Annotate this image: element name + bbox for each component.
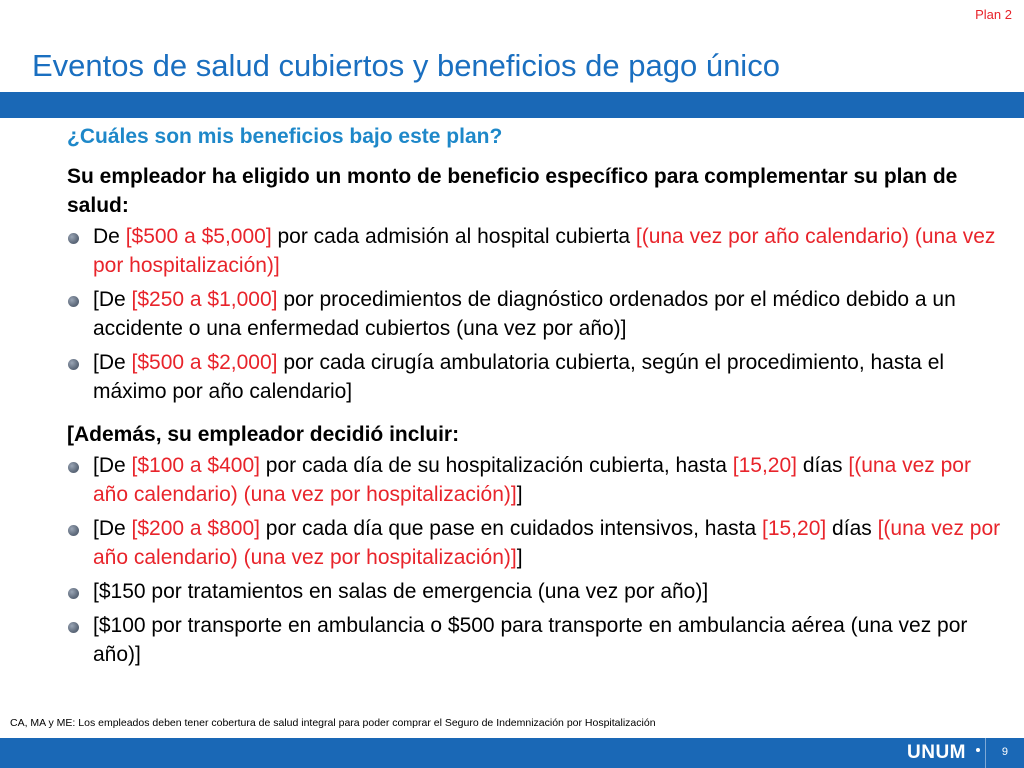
bullet-icon <box>68 233 79 244</box>
list-item: [De [$200 a $800] por cada día que pase en cuidados intensivos, hasta [15,20] días [(una vez por año calendario) (una vez por hospitalización)]] <box>67 514 1002 572</box>
bullet-icon <box>68 359 79 370</box>
list-item: [$150 por tratamientos en salas de emergencia (una vez por año)] <box>67 577 1002 606</box>
bullet-icon <box>68 296 79 307</box>
unum-logo: UNUM <box>907 742 966 763</box>
title-bar <box>0 92 1024 118</box>
logo-dot-icon <box>976 748 980 752</box>
section1-list <box>67 222 1002 406</box>
bottom-bar <box>0 738 1024 768</box>
bullet-icon <box>68 525 79 536</box>
section1-intro: Su empleador ha eligido un monto de beneficio específico para complementar su plan de salud: <box>67 165 958 217</box>
list-item: [De [$100 a $400] por cada día de su hospitalización cubierta, hasta [15,20] días [(una vez por año calendario) (una vez por hospitalización)]] <box>67 451 1002 509</box>
slide-content <box>67 124 1002 674</box>
benefits-question: ¿Cuáles son mis beneficios bajo este plan? <box>67 125 503 148</box>
list-item: [De [$500 a $2,000] por cada cirugía ambulatoria cubierta, según el procedimiento, hasta el máximo por año calendario] <box>67 348 1002 406</box>
bullet-icon <box>68 622 79 633</box>
bullet-icon <box>68 588 79 599</box>
page-number: 9 <box>1001 746 1008 758</box>
list-item: [De [$250 a $1,000] por procedimientos de diagnóstico ordenados por el médico debido a un accidente o una enfermedad cubiertos (una vez por año)] <box>67 285 1002 343</box>
list-item: [$100 por transporte en ambulancia o $500 para transporte en ambulancia aérea (una vez por año)] <box>67 611 1002 669</box>
divider <box>985 738 986 768</box>
list-item: De [$500 a $5,000] por cada admisión al hospital cubierta [(una vez por año calendario) (una vez por hospitalización)] <box>67 222 1002 280</box>
section2-intro: [Además, su empleador decidió incluir: <box>67 423 460 446</box>
plan-tag: Plan 2 <box>975 7 1012 22</box>
page-title: Eventos de salud cubiertos y beneficios de pago único <box>32 48 780 83</box>
section2-list <box>67 451 1002 669</box>
bullet-icon <box>68 462 79 473</box>
footnote: CA, MA y ME: Los empleados deben tener cobertura de salud integral para poder comprar el Seguro de Indemnización por Hospitalización <box>10 717 656 729</box>
